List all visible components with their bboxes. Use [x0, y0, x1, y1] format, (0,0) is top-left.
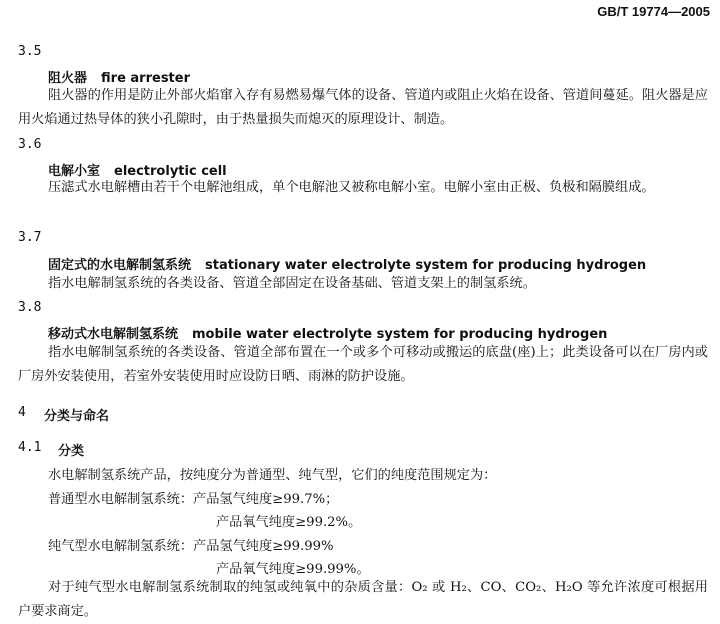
clause-number-3-7: 3.7: [18, 230, 42, 245]
clause-number-3-6: 3.6: [18, 137, 42, 152]
term-3-5-chinese: 阻火器: [48, 71, 88, 86]
section-title-4-1: 分类: [58, 444, 85, 459]
term-3-8-english: mobile water electrolyte system for producing hydrogen: [192, 327, 608, 342]
normal-type-hydrogen-purity: 普通型水电解制氢系统：产品氢气纯度≥99.7%；: [48, 492, 339, 507]
impurity-note: 对于纯气型水电解制氢系统制取的纯氢或纯氧中的杂质含量：O₂ 或 H₂、CO、CO₂、H₂O 等允许浓度可根据用户要求商定。: [18, 580, 708, 619]
term-3-8: [48, 323, 607, 342]
normal-type-oxygen-purity: 产品氧气纯度≥99.2%。: [216, 515, 362, 530]
section-number-4-1: 4.1: [18, 440, 42, 455]
section-title-4: 分类与命名: [44, 409, 110, 424]
classification-intro: 水电解制氢系统产品，按纯度分为普通型、纯气型，它们的纯度范围规定为：: [48, 468, 497, 483]
term-3-7-chinese: 固定式的水电解制氢系统: [48, 258, 192, 273]
definition-3-6: 压滤式水电解槽由若干个电解池组成，单个电解池又被称电解小室。电解小室由正极、负极和隔膜组成。: [48, 180, 655, 195]
definition-3-5: 阻火器的作用是防止外部火焰窜入存有易燃易爆气体的设备、管道内或阻止火焰在设备、管道间蔓延。阻火器是应用火焰通过热导体的狭小孔隙时，由于热量损失而熄灭的原理设计、制造。: [18, 88, 708, 127]
pure-type-oxygen-purity: 产品氧气纯度≥99.99%。: [216, 562, 370, 577]
term-3-6-chinese: 电解小室: [48, 164, 101, 179]
pure-type-hydrogen-purity: 纯气型水电解制氢系统：产品氢气纯度≥99.99%: [48, 539, 334, 554]
definition-3-8: 指水电解制氢系统的各类设备、管道全部布置在一个或多个可移动或搬运的底盘(座)上；此类设备可以在厂房内或厂房外安装使用，若室外安装使用时应设防日晒、雨淋的防护设施。: [18, 345, 708, 384]
term-3-8-chinese: 移动式水电解制氢系统: [48, 327, 179, 342]
standard-number-header: GB/T 19774—2005: [597, 4, 710, 19]
term-3-6-english: electrolytic cell: [114, 164, 227, 179]
term-3-7-english: stationary water electrolyte system for producing hydrogen: [205, 258, 647, 273]
definition-3-7: 指水电解制氢系统的各类设备、管道全部固定在设备基础、管道支架上的制氢系统。: [48, 276, 536, 291]
term-3-5-english: fire arrester: [101, 71, 190, 86]
clause-number-3-5: 3.5: [18, 44, 42, 59]
section-number-4: 4: [18, 405, 26, 420]
term-3-7: [48, 254, 646, 273]
clause-number-3-8: 3.8: [18, 300, 42, 315]
